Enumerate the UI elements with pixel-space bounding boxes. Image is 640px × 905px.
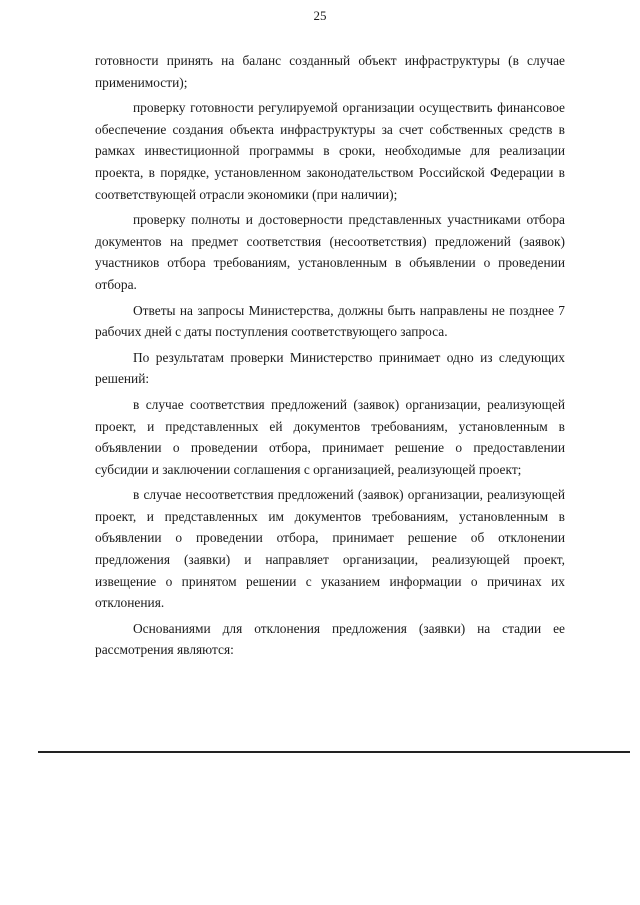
document-body <box>95 50 565 665</box>
paragraph-continuation: готовности принять на баланс созданный объект инфраструктуры (в случае применимости); <box>95 53 565 90</box>
page-number: 25 <box>313 8 327 23</box>
paragraph-decision-approve: в случае соответствия предложений (заявок) организации, реализующей проект, и представленных ей документов требованиям, установленным в объявлении о проведении отбора, принимает решение о предоставлении субсидии и заключении соглашения с организацией, реализующей проект; <box>95 396 565 477</box>
paragraph-check-financing: проверку готовности регулируемой организации осуществить финансовое обеспечение создания объекта инфраструктуры за счет собственных средств в рамках инвестиционной программы в сроки, необходимые для реализации проекта, в порядке, установленном законодательством Российской Федерации в соответствующей отрасли экономики (при наличии); <box>95 100 565 202</box>
paragraph-decision-reject: в случае несоответствия предложений (заявок) организации, реализующей проект, и представленных им документов требованиям, установленным в объявлении о проведении отбора, принимает решение об отклонении предложения (заявки) и направляет организации, реализующей проект, извещение о принятом решении с указанием информации о причинах их отклонения. <box>95 487 565 611</box>
horizontal-rule <box>38 751 630 753</box>
paragraph-rejection-grounds: Основаниями для отклонения предложения (заявки) на стадии ее рассмотрения являются: <box>95 620 565 658</box>
paragraph-decisions-intro: По результатам проверки Министерство принимает одно из следующих решений: <box>95 349 565 387</box>
paragraph-check-documents: проверку полноты и достоверности представленных участниками отбора документов на предмет соответствия (несоответствия) предложений (заявок) участников отбора требованиям, установленным в объявлении о проведении отбора. <box>95 212 565 292</box>
paragraph-ministry-responses: Ответы на запросы Министерства, должны быть направлены не позднее 7 рабочих дней с даты поступления соответствующего запроса. <box>95 302 565 340</box>
